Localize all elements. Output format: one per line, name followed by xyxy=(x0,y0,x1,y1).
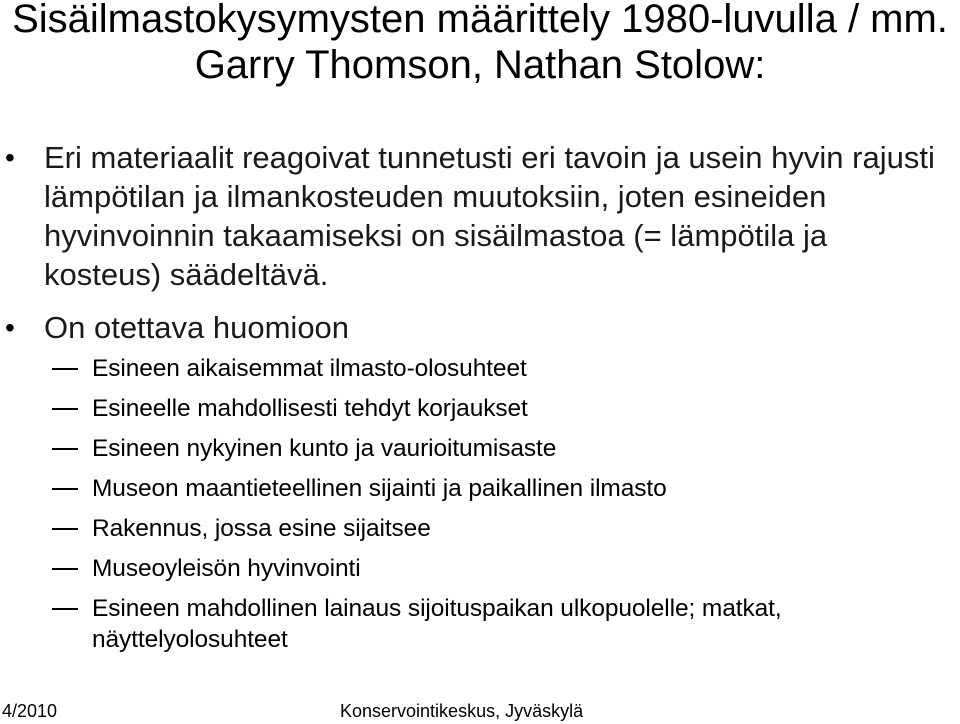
sub-item xyxy=(0,553,960,584)
sub-item-text: Esineen mahdollinen lainaus sijoituspaikan ulkopuolelle; matkat, näyttelyolosuhteet xyxy=(92,595,782,653)
sub-item xyxy=(0,433,960,464)
dash-icon xyxy=(52,568,78,570)
sub-item xyxy=(0,513,960,544)
bullet-list xyxy=(0,138,960,358)
sub-item-text: Rakennus, jossa esine sijaitsee xyxy=(92,515,431,542)
sub-item-text: Museoyleisön hyvinvointi xyxy=(92,555,361,582)
dash-icon xyxy=(52,528,78,530)
dash-icon xyxy=(52,408,78,410)
sub-item-text: Museon maantieteellinen sijainti ja paikallinen ilmasto xyxy=(92,475,667,502)
slide-title: Sisäilmastokysymysten määrittely 1980-luvulla / mm. Garry Thomson, Nathan Stolow: xyxy=(12,0,948,87)
dash-icon xyxy=(52,448,78,450)
bullet-item xyxy=(0,308,960,358)
sub-item-text: Esineen nykyinen kunto ja vaurioitumisaste xyxy=(92,435,557,462)
dash-icon xyxy=(52,608,78,610)
bullet-dot-icon: • xyxy=(5,142,15,173)
sub-item xyxy=(0,353,960,384)
bullet-dot-icon: • xyxy=(5,312,15,343)
sub-list xyxy=(0,353,960,664)
dash-icon xyxy=(52,368,78,370)
bullet-text: On otettava huomioon xyxy=(44,310,350,345)
sub-item xyxy=(0,393,960,424)
sub-item xyxy=(0,473,960,504)
sub-item xyxy=(0,593,960,655)
sub-item-text: Esineelle mahdollisesti tehdyt korjaukset xyxy=(92,395,528,422)
bullet-text: Eri materiaalit reagoivat tunnetusti eri tavoin ja usein hyvin rajusti lämpötilan ja ilmankosteuden muutoksiin, joten esineiden hyvinvoinnin takaamiseksi on sisäilmastoa (= lämpötila ja kosteus) säädeltävä. xyxy=(44,140,935,292)
footer-organization: Konservointikeskus, Jyväskylä xyxy=(340,701,584,721)
bullet-item xyxy=(0,138,960,308)
footer-date: 4/2010 xyxy=(2,701,58,721)
sub-item-text: Esineen aikaisemmat ilmasto-olosuhteet xyxy=(92,355,527,382)
dash-icon xyxy=(52,488,78,490)
